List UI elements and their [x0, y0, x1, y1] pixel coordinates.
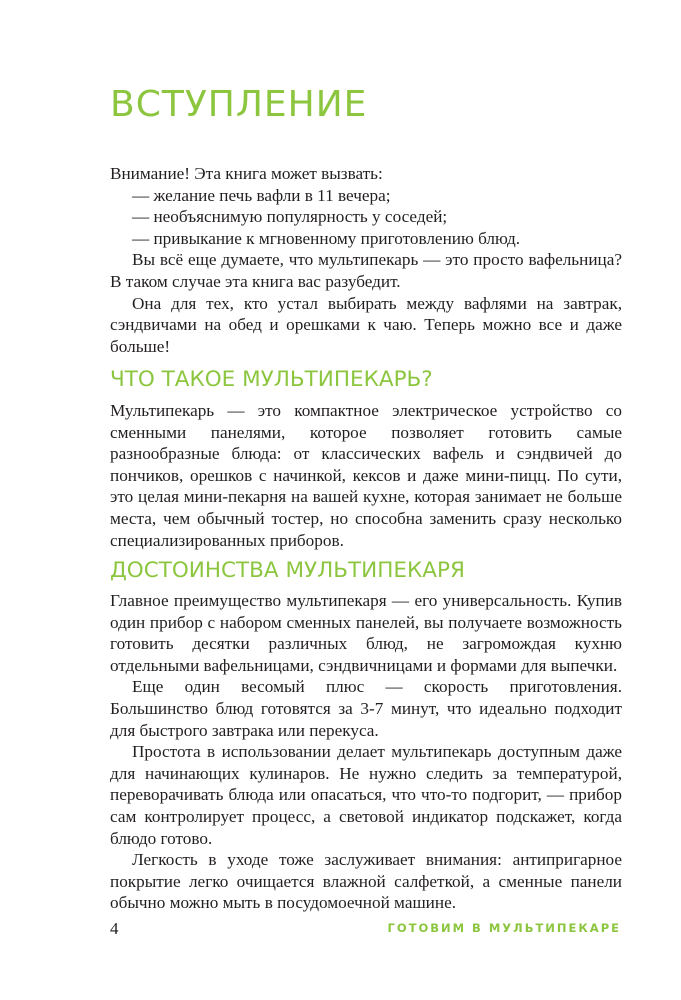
section-heading-advantages: ДОСТОИНСТВА МУЛЬТИПЕКАРЯ: [110, 558, 465, 583]
intro-bullet: — желание печь вафли в 11 вечера;: [132, 185, 391, 205]
section-paragraph: Легкость в уходе тоже заслуживает внимания: антипригарное покрытие легко очищается влажной салфеткой, а сменные панели обычно можно мыть в посудомоечной машине.: [110, 850, 622, 913]
intro-block: [110, 163, 622, 357]
section-paragraph: Еще один весомый плюс — скорость приготовления. Большинство блюд готовятся за 3-7 минут, что идеально подходит для быстрого завтрака или перекуса.: [110, 677, 622, 740]
page-number: 4: [110, 919, 119, 938]
section-heading-what-is: ЧТО ТАКОЕ МУЛЬТИПЕКАРЬ?: [110, 367, 433, 392]
intro-paragraph: Она для тех, кто устал выбирать между вафлями на завтрак, сэндвичами на обед и орешками к чаю. Теперь можно все и даже больше!: [110, 293, 622, 356]
section-advantages-body: [110, 590, 622, 914]
section-what-is-body: [110, 400, 622, 551]
chapter-heading: ВСТУПЛЕНИЕ: [110, 84, 368, 125]
intro-bullet: — необъяснимую популярность у соседей;: [132, 207, 448, 227]
section-paragraph: Простота в использовании делает мультипекарь доступным даже для начинающих кулинаров. Не нужно следить за температурой, переворачивать блюда или опасаться, что что-то подгорит, — прибор сам контролирует процесс, а световой индикатор подскажет, когда блюдо готово.: [110, 742, 622, 848]
running-title: ГОТОВИМ В МУЛЬТИПЕКАРЕ: [387, 921, 621, 935]
section-paragraph: Мультипекарь — это компактное электрическое устройство со сменными панелями, которое позволяет готовить самые разнообразные блюда: от классических вафель и сэндвичей до пончиков, орешков с начинкой, кексов и даже мини-пицц. По сути, это целая мини-пекарня на вашей кухне, которая занимает не больше места, чем обычный тостер, но способна заменить сразу несколько специализированных приборов.: [110, 401, 622, 550]
intro-bullet: — привыкание к мгновенному приготовлению блюд.: [132, 228, 521, 248]
intro-lead: Внимание! Эта книга может вызвать:: [110, 164, 383, 183]
section-paragraph: Главное преимущество мультипекаря — его универсальность. Купив один прибор с набором сменных панелей, вы получаете возможность готовить десятки различных блюд, не загромождая кухню отдельными вафельницами, сэндвичницами и формами для выпечки.: [110, 591, 622, 675]
intro-paragraph: Вы всё еще думаете, что мультипекарь — это просто вафельница? В таком случае эта книга вас разубедит.: [110, 250, 622, 291]
